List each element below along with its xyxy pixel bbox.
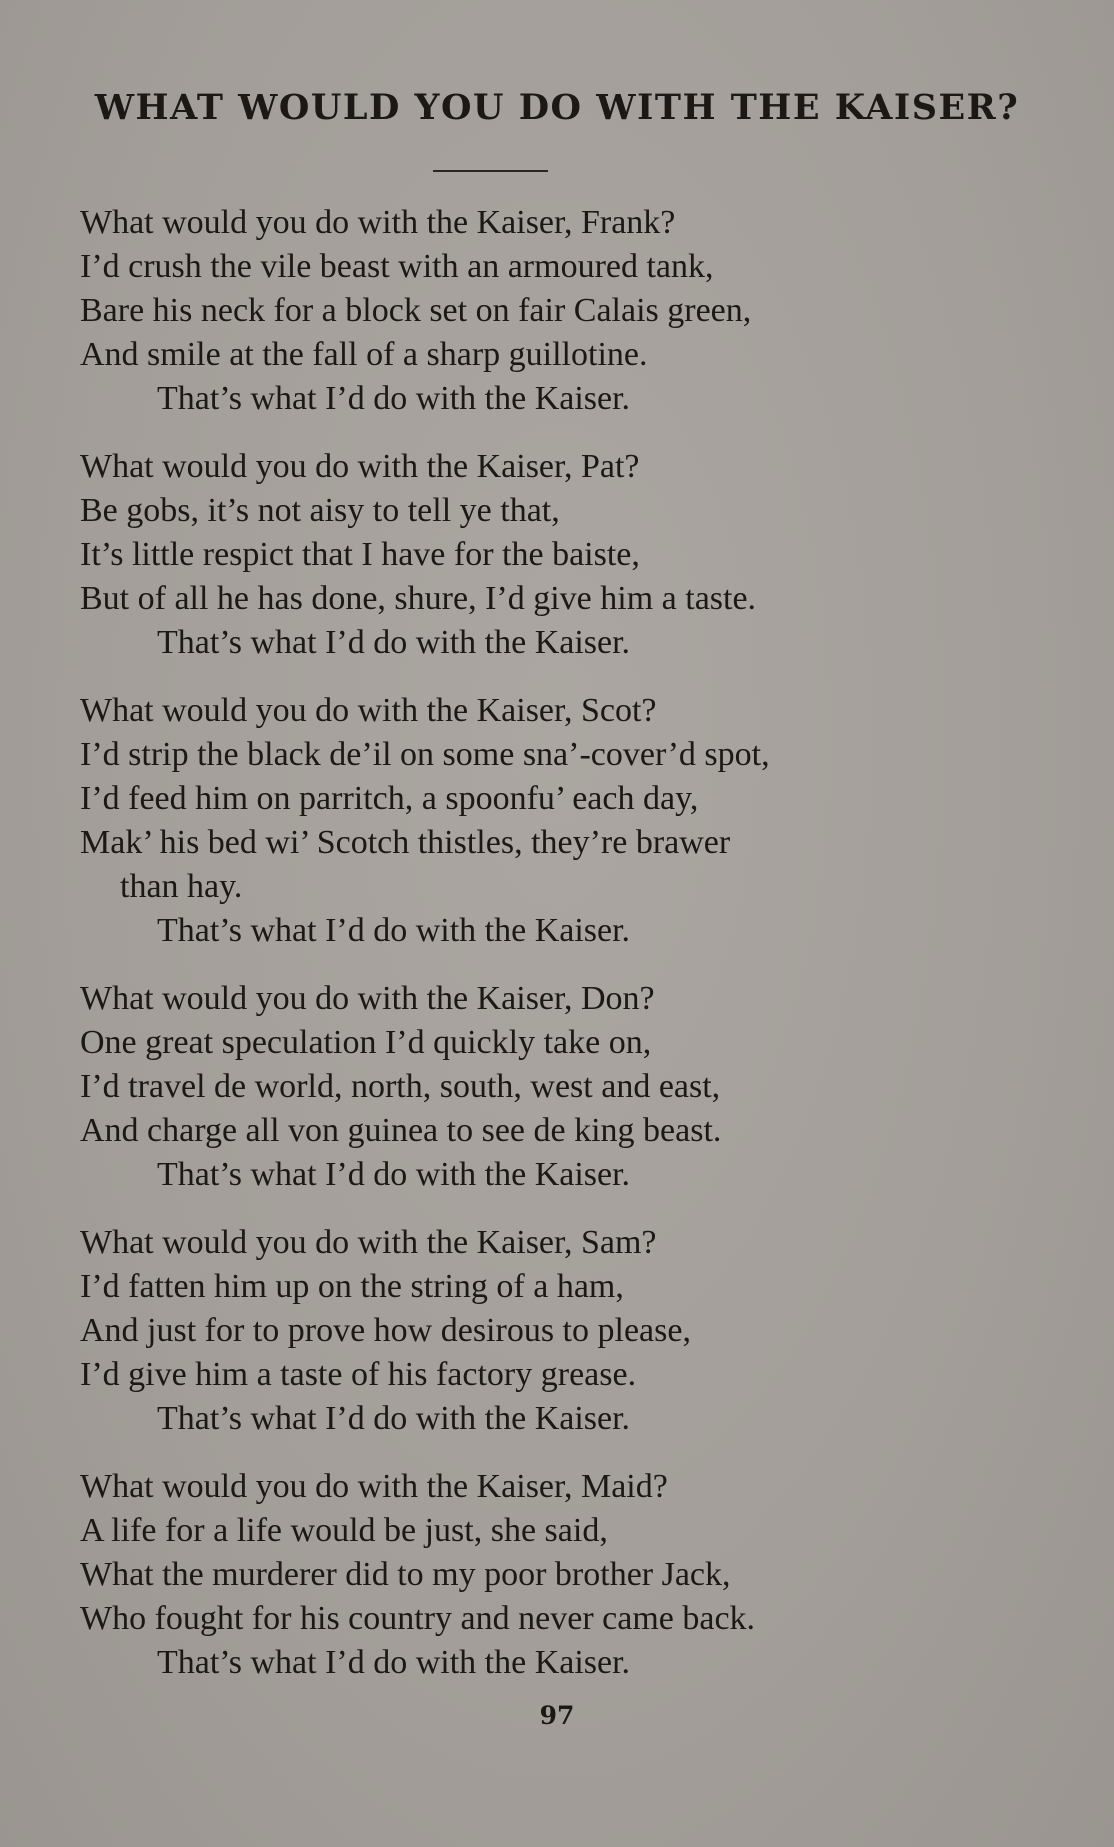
stanza-line: I’d strip the black de’il on some sna’-cover’d spot, <box>80 736 770 773</box>
stanza-line: Be gobs, it’s not aisy to tell ye that, <box>80 492 560 529</box>
stanza-line: Bare his neck for a block set on fair Calais green, <box>80 292 752 329</box>
stanza-line: What would you do with the Kaiser, Maid? <box>80 1468 668 1505</box>
stanza-line: And charge all von guinea to see de king beast. <box>80 1112 722 1149</box>
stanza-line: And just for to prove how desirous to please, <box>80 1312 691 1349</box>
stanza-refrain: That’s what I’d do with the Kaiser. <box>157 912 631 949</box>
stanza-line: What the murderer did to my poor brother Jack, <box>80 1556 731 1593</box>
stanza-line: And smile at the fall of a sharp guillotine. <box>80 336 648 373</box>
stanza-line: I’d travel de world, north, south, west and east, <box>80 1068 721 1105</box>
stanza-line: A life for a life would be just, she said, <box>80 1512 608 1549</box>
stanza-line: What would you do with the Kaiser, Scot? <box>80 692 657 729</box>
stanza-line: Mak’ his bed wi’ Scotch thistles, they’re brawer <box>80 824 731 861</box>
stanza-sam <box>80 1221 1080 1441</box>
stanza-line: I’d crush the vile beast with an armoured tank, <box>80 248 714 285</box>
stanza-refrain: That’s what I’d do with the Kaiser. <box>157 1400 631 1437</box>
page-title: WHAT WOULD YOU DO WITH THE KAISER? <box>94 87 1020 128</box>
stanza-line: I’d give him a taste of his factory grease. <box>80 1356 637 1393</box>
stanza-frank <box>80 201 1080 421</box>
page-number: 97 <box>539 1701 575 1730</box>
stanza-line: What would you do with the Kaiser, Pat? <box>80 448 640 485</box>
stanza-line: But of all he has done, shure, I’d give him a taste. <box>80 580 757 617</box>
stanza-refrain: That’s what I’d do with the Kaiser. <box>157 1644 631 1681</box>
stanza-refrain: That’s what I’d do with the Kaiser. <box>157 380 631 417</box>
stanza-line: It’s little respict that I have for the baiste, <box>80 536 640 573</box>
stanza-line: What would you do with the Kaiser, Sam? <box>80 1224 657 1261</box>
stanza-line: Who fought for his country and never came back. <box>80 1600 756 1637</box>
stanza-line: I’d feed him on parritch, a spoonfu’ each day, <box>80 780 699 817</box>
title-rule <box>433 170 548 172</box>
stanza-line: What would you do with the Kaiser, Frank? <box>80 204 676 241</box>
stanza-line: What would you do with the Kaiser, Don? <box>80 980 655 1017</box>
stanza-maid <box>80 1465 1080 1685</box>
stanza-pat <box>80 445 1080 665</box>
stanza-don <box>80 977 1080 1197</box>
stanza-refrain: That’s what I’d do with the Kaiser. <box>157 624 631 661</box>
stanza-refrain: That’s what I’d do with the Kaiser. <box>157 1156 631 1193</box>
stanza-line: I’d fatten him up on the string of a ham, <box>80 1268 624 1305</box>
stanza-scot <box>80 689 1080 953</box>
stanza-line-continuation: than hay. <box>120 868 243 905</box>
poem <box>80 201 1080 1709</box>
stanza-line: One great speculation I’d quickly take on, <box>80 1024 652 1061</box>
